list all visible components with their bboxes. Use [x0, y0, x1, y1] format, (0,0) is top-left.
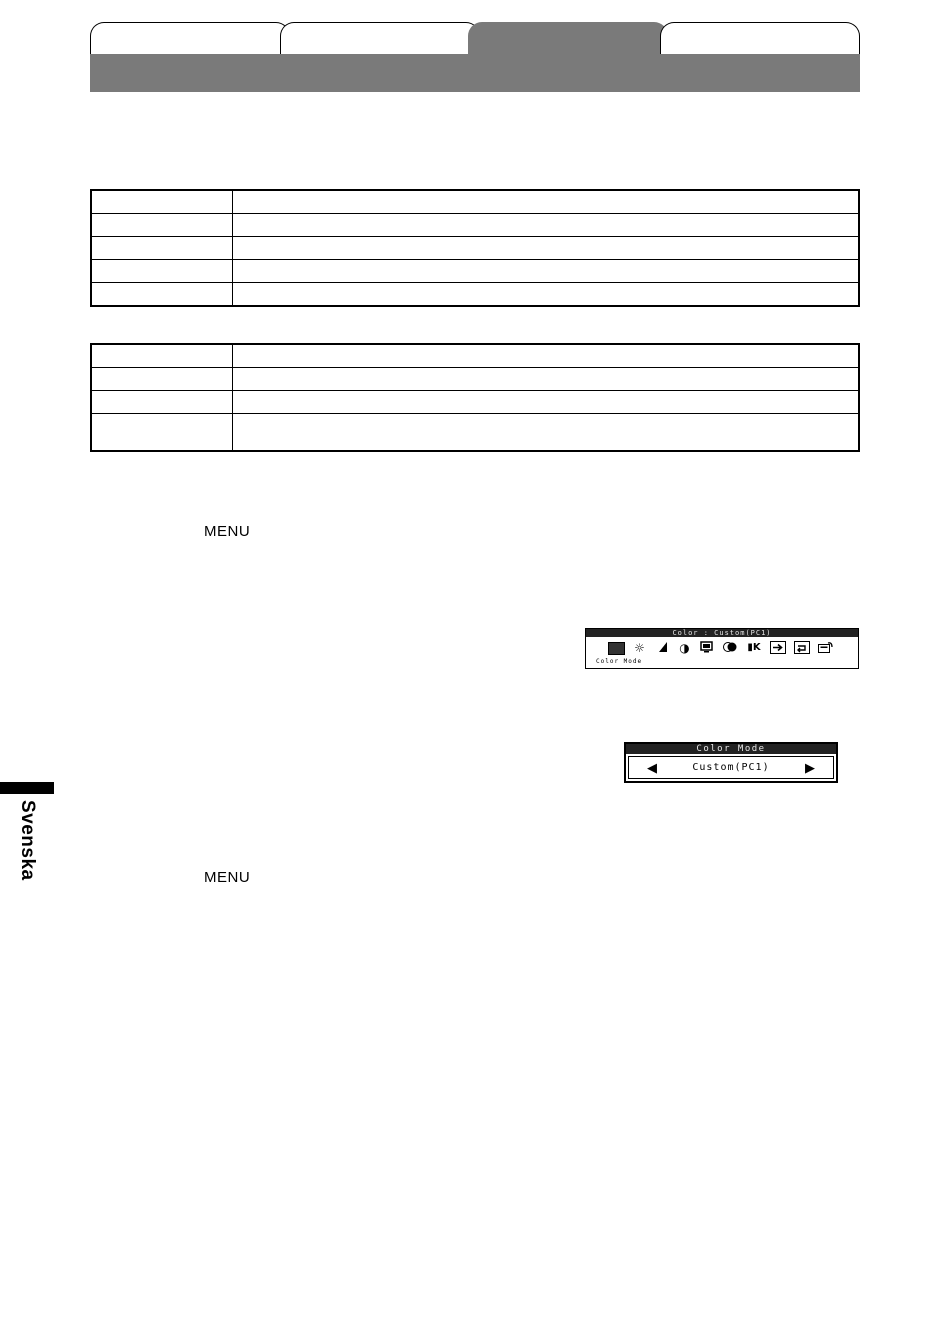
- spec-table-2: [90, 343, 860, 452]
- gamma-icon[interactable]: ◑: [679, 641, 690, 655]
- temperature-unit: K: [752, 642, 761, 653]
- table-row: [91, 344, 859, 368]
- osd-selected-label: Color Mode: [596, 658, 643, 665]
- dialog-title: Color Mode: [626, 744, 836, 754]
- return-icon[interactable]: [794, 641, 809, 655]
- tab-2: [280, 22, 480, 56]
- color-mode-value: Custom(PC1): [692, 762, 770, 773]
- dialog-body: [628, 756, 834, 779]
- temperature-icon[interactable]: [745, 641, 763, 655]
- table-row: [91, 214, 859, 237]
- color-mode-icon[interactable]: [608, 642, 625, 655]
- saturation-icon[interactable]: [722, 641, 737, 655]
- monitor-icon[interactable]: [699, 641, 714, 655]
- language-label: Svenska: [17, 800, 38, 881]
- section-tabs: [90, 22, 860, 56]
- arrow-icon[interactable]: [770, 641, 785, 655]
- table-row: [91, 391, 859, 414]
- thermometer-icon: ▮: [747, 642, 753, 653]
- table-row: [91, 237, 859, 260]
- tab-3-active: [468, 22, 668, 56]
- table-row: [91, 283, 859, 307]
- left-arrow-icon[interactable]: ◀: [647, 761, 657, 776]
- language-tab-marker: [0, 782, 54, 794]
- table-row: [91, 190, 859, 214]
- language-tab: [8, 800, 38, 890]
- header-bar: [90, 54, 860, 92]
- right-arrow-icon[interactable]: ▶: [805, 761, 815, 776]
- tab-4: [660, 22, 860, 56]
- menu-key-label: MENU: [204, 523, 251, 540]
- spec-table-1: [90, 189, 860, 307]
- reset-icon[interactable]: [818, 641, 833, 655]
- brightness-icon[interactable]: ☼: [634, 641, 645, 655]
- table-row: [91, 414, 859, 452]
- color-mode-dialog: [624, 742, 838, 783]
- contrast-icon[interactable]: [655, 641, 670, 655]
- osd-header: Color : Custom(PC1): [586, 629, 858, 637]
- tab-1: [90, 22, 290, 56]
- table-row: [91, 260, 859, 283]
- menu-key-label-2: MENU: [204, 869, 251, 886]
- table-row: [91, 368, 859, 391]
- osd-main-menu: [585, 628, 859, 669]
